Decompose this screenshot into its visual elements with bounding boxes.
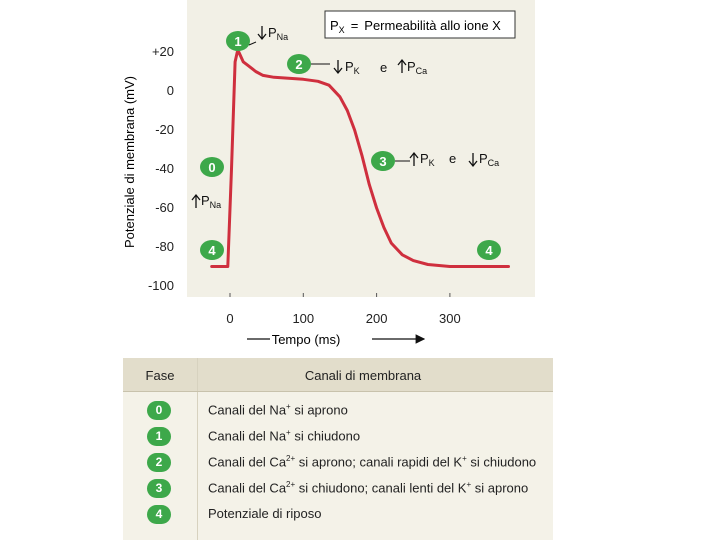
x-axis-label: Tempo (ms) [271, 332, 341, 347]
header-canali: Canali di membrana [304, 368, 422, 383]
y-tick-label: -20 [155, 122, 174, 137]
conjunction-label: e [380, 60, 388, 75]
y-tick-label: -100 [147, 278, 174, 293]
permeability-label: $P_{Na}$ [268, 25, 289, 42]
y-tick-label: -60 [155, 200, 174, 215]
phase-badge: 3 [147, 479, 171, 498]
y-tick-label: -40 [155, 161, 174, 176]
phase-badge-label: 0 [208, 160, 216, 175]
phase-badge: 2 [147, 453, 171, 472]
x-tick-label: 200 [365, 311, 388, 326]
x-tick-label: 300 [439, 311, 461, 326]
x-tick-label: 100 [292, 311, 315, 326]
x-tick-label: 0 [226, 311, 234, 326]
y-axis-label: Potenziale di membrana (mV) [122, 76, 137, 248]
header-divider [123, 391, 553, 392]
permeability-label: $P_{Na}$ [201, 193, 222, 210]
header-fase: Fase [145, 368, 175, 383]
table-row [123, 424, 553, 450]
y-tick-label: -80 [155, 239, 174, 254]
phase-description: Potenziale di riposo [208, 506, 322, 521]
table-row [123, 476, 553, 502]
phase-badge-label: 1 [234, 34, 242, 49]
conjunction-label: e [449, 151, 457, 166]
table-row [123, 398, 553, 424]
phase-description: Canali del $Ca^{2+}$ si aprono; canali rapidi del K+ si chiudono [208, 454, 537, 470]
permeability-label: $P_{Ca}$ [479, 151, 500, 168]
phase-table [123, 358, 553, 540]
phase-badge-label: 2 [295, 57, 303, 72]
y-tick-label: 0 [166, 83, 174, 98]
phase-description: Canali del Na+ si chiudono [208, 428, 361, 444]
legend-text: $P_X$ = Permeabilità allo ione X [330, 18, 501, 35]
phase-description: Canali del Na+ si aprono [208, 402, 348, 418]
phase-badge-label: 3 [379, 154, 387, 169]
phase-badge: 4 [147, 505, 171, 524]
table-row [123, 502, 553, 528]
phase-badge-label: 4 [208, 243, 216, 258]
y-tick-label: +20 [151, 44, 174, 59]
phase-badge: 0 [147, 401, 171, 420]
permeability-label: $P_K$ [345, 59, 360, 76]
phase-description: Canali del $Ca^{2+}$ si chiudono; canali lenti del K+ si aprono [208, 480, 529, 496]
table-row [123, 450, 553, 476]
permeability-label: $P_{Ca}$ [407, 59, 428, 76]
phase-badge-label: 4 [485, 243, 493, 258]
phase-badge: 1 [147, 427, 171, 446]
permeability-label: $P_K$ [420, 151, 435, 168]
